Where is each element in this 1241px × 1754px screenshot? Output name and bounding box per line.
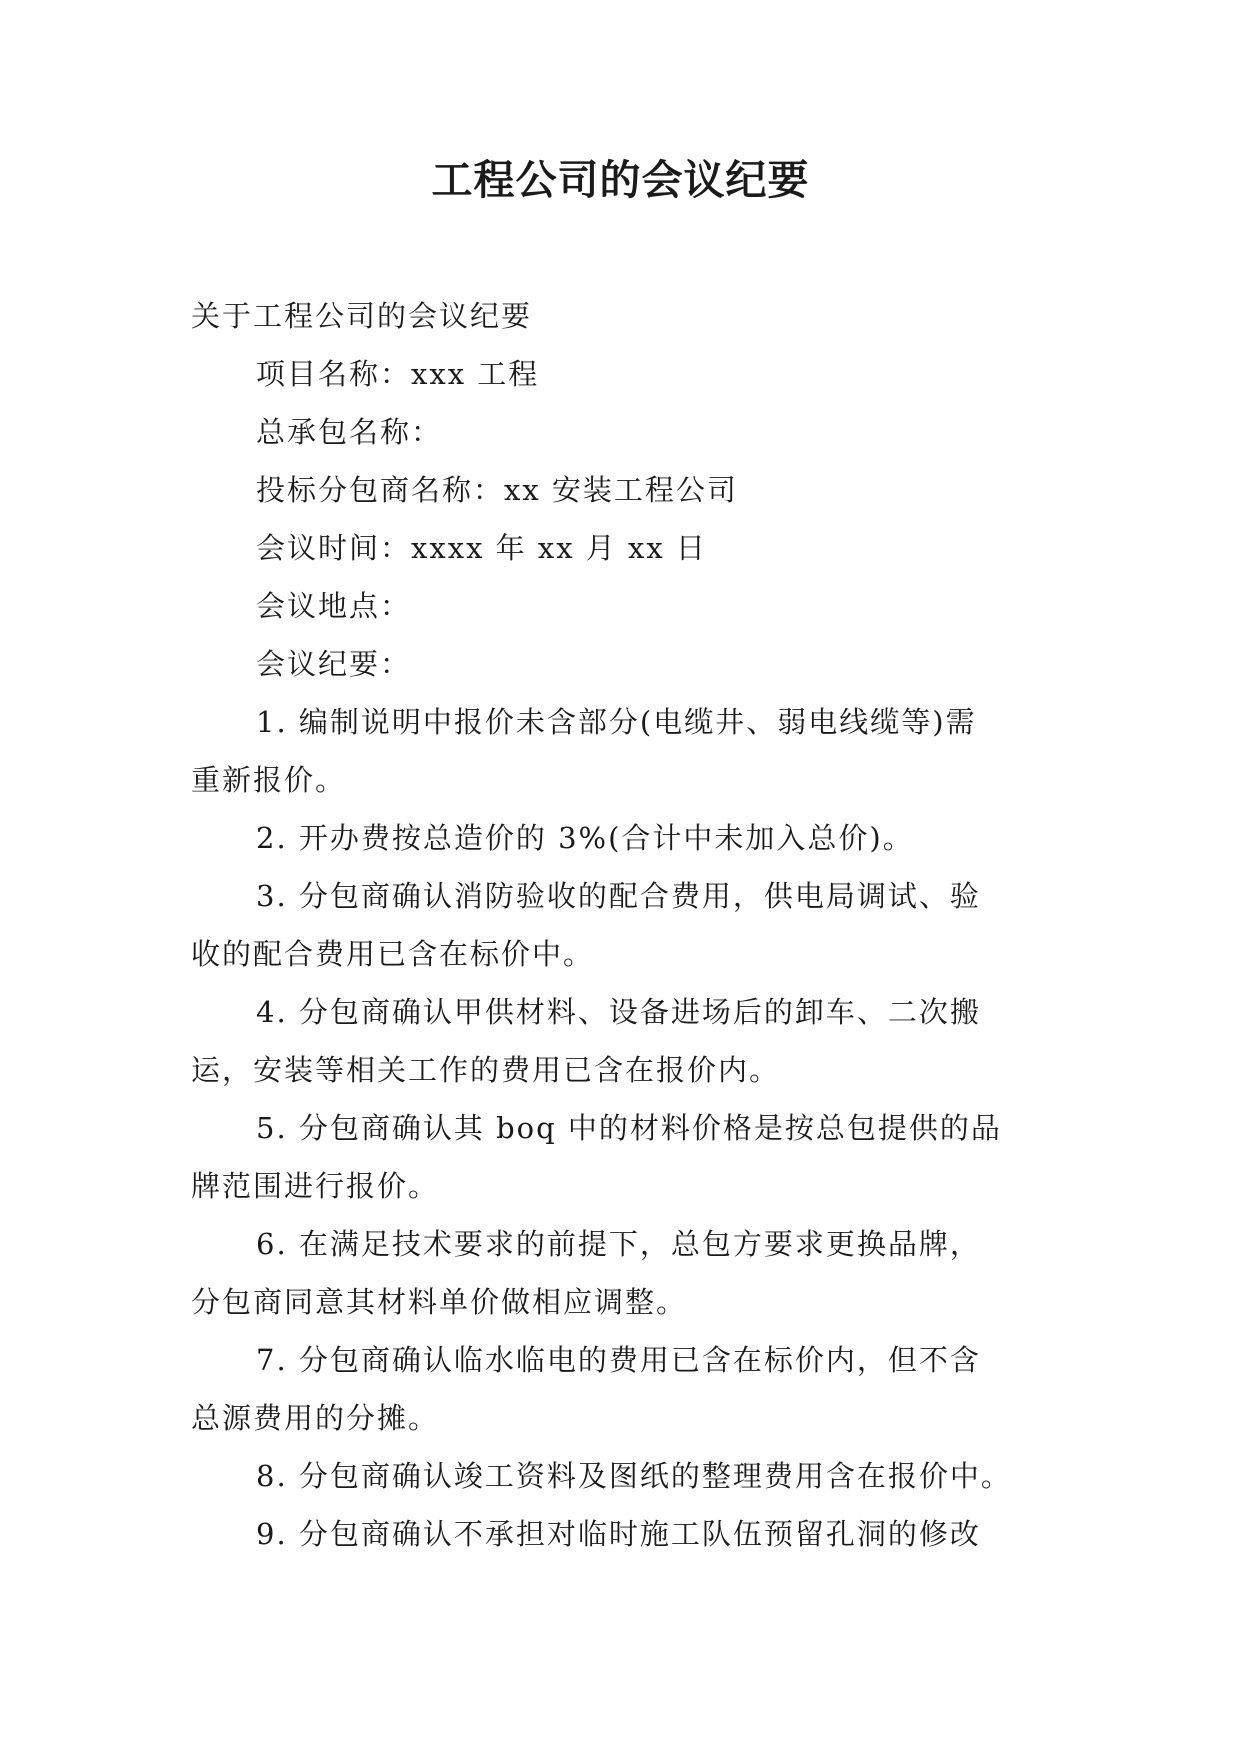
meeting-location-line: 会议地点： [256, 589, 412, 623]
minutes-item-9-line-1: 9. 分包商确认不承担对临时施工队伍预留孔洞的修改 [256, 1517, 981, 1551]
meeting-time-line: 会议时间：xxxx 年 xx 月 xx 日 [256, 531, 707, 565]
minutes-item-4-line-1: 4. 分包商确认甲供材料、设备进场后的卸车、二次搬 [256, 995, 981, 1029]
minutes-item-7-line-2: 总源费用的分摊。 [191, 1401, 440, 1435]
minutes-item-4-line-2: 运，安装等相关工作的费用已含在报价内。 [191, 1053, 781, 1087]
project-name-line: 项目名称：xxx 工程 [256, 357, 540, 391]
minutes-item-1-line-2: 重新报价。 [191, 763, 347, 797]
subcontractor-line: 投标分包商名称：xx 安装工程公司 [256, 473, 738, 507]
minutes-item-6-line-2: 分包商同意其材料单价做相应调整。 [191, 1285, 688, 1319]
general-contractor-line: 总承包名称： [256, 415, 443, 449]
minutes-item-2: 2. 开办费按总造价的 3%(合计中未加入总价)。 [256, 821, 914, 855]
minutes-heading-line: 会议纪要： [256, 647, 412, 681]
minutes-item-6-line-1: 6. 在满足技术要求的前提下，总包方要求更换品牌， [256, 1227, 981, 1261]
minutes-item-8: 8. 分包商确认竣工资料及图纸的整理费用含在报价中。 [256, 1459, 1012, 1493]
minutes-item-3-line-1: 3. 分包商确认消防验收的配合费用，供电局调试、验 [256, 879, 981, 913]
document-title: 工程公司的会议纪要 [431, 156, 810, 204]
minutes-item-3-line-2: 收的配合费用已含在标价中。 [191, 937, 595, 971]
minutes-item-5-line-1: 5. 分包商确认其 boq 中的材料价格是按总包提供的品 [256, 1111, 1002, 1145]
minutes-item-1-line-1: 1. 编制说明中报价未含部分(电缆井、弱电线缆等)需 [256, 705, 977, 739]
minutes-item-5-line-2: 牌范围进行报价。 [191, 1169, 440, 1203]
minutes-item-7-line-1: 7. 分包商确认临水临电的费用已含在标价内，但不含 [256, 1343, 981, 1377]
subtitle-line: 关于工程公司的会议纪要 [191, 299, 533, 333]
